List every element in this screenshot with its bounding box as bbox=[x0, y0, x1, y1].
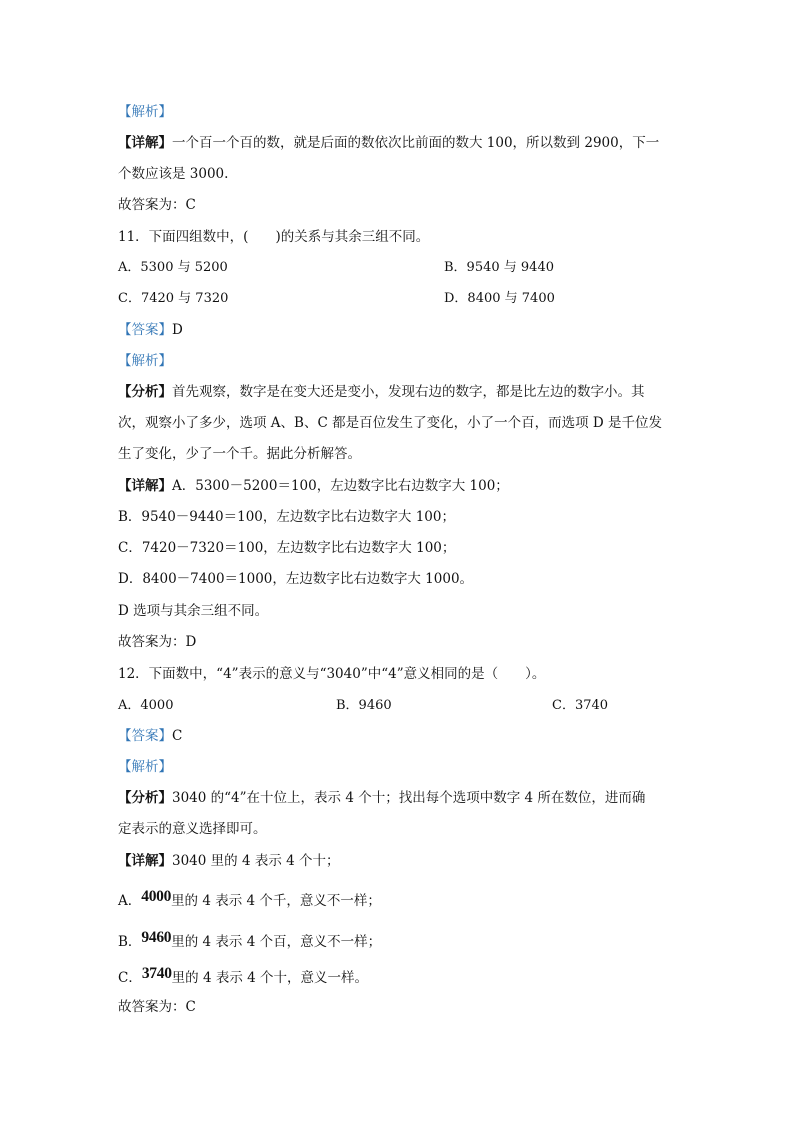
q11-analysis-line-1 bbox=[118, 383, 645, 401]
q12-item-c bbox=[118, 965, 368, 987]
q11-analysis-line-2: 次，观察小了多少，选项 A、B、C 都是百位发生了变化，小了一个百，而选项 D 是千位发 bbox=[118, 415, 662, 431]
answer-tag: 【答案】 bbox=[118, 322, 172, 338]
answer-tag: 【答案】 bbox=[118, 728, 172, 744]
q11-final-answer: 故答案为：D bbox=[118, 634, 197, 650]
analysis-tag: 【分析】 bbox=[118, 384, 172, 400]
section-label-analysis: 【解析】 bbox=[118, 104, 172, 120]
q12-detail-line-1 bbox=[118, 852, 340, 870]
item-number: 3740 bbox=[141, 965, 172, 982]
item-number: 4000 bbox=[141, 888, 172, 905]
section-label-analysis: 【解析】 bbox=[118, 759, 172, 775]
q11-answer bbox=[118, 321, 183, 339]
question-11-stem: 11．下面四组数中，( )的关系与其余三组不同。 bbox=[118, 229, 430, 245]
analysis-text: 3040 的“4”在十位上，表示 4 个十；找出每个选项中数字 4 所在数位，进而确 bbox=[172, 790, 646, 806]
item-text: 里的 4 表示 4 个百，意义不一样； bbox=[171, 934, 382, 950]
q11-option-c: C．7420 与 7320 bbox=[118, 291, 229, 306]
detail-text: 一个百一个百的数，就是后面的数依次比前面的数大 100，所以数到 2900，下一 bbox=[172, 135, 660, 151]
detail-tag: 【详解】 bbox=[118, 478, 172, 494]
answer-value: D bbox=[172, 322, 183, 338]
analysis-tag: 【分析】 bbox=[118, 790, 172, 806]
q11-option-d: D．8400 与 7400 bbox=[444, 291, 555, 306]
q12-answer bbox=[118, 727, 182, 745]
detail-tag: 【详解】 bbox=[118, 853, 172, 869]
q11-analysis-line-3: 生了变化，少了一个千。据此分析解答。 bbox=[118, 446, 361, 462]
detail-tag: 【详解】 bbox=[118, 135, 172, 151]
q12-final-answer: 故答案为：C bbox=[118, 999, 196, 1015]
item-text: 里的 4 表示 4 个十，意义一样。 bbox=[171, 970, 368, 986]
q12-option-b: B．9460 bbox=[336, 698, 392, 713]
detail-text: 3040 里的 4 表示 4 个十； bbox=[172, 853, 340, 869]
q12-item-b bbox=[118, 929, 382, 951]
q11-option-b: B．9540 与 9440 bbox=[444, 260, 554, 275]
item-number: 9460 bbox=[141, 929, 172, 946]
q12-analysis-line-2: 定表示的意义选择即可。 bbox=[118, 821, 267, 837]
item-text: 里的 4 表示 4 个千，意义不一样； bbox=[171, 893, 381, 909]
q12-option-c: C．3740 bbox=[552, 698, 609, 713]
detail-continuation: 个数应该是 3000. bbox=[118, 166, 229, 182]
q12-analysis-line-1 bbox=[118, 789, 645, 807]
question-12-stem: 12．下面数中，“4”表示的意义与“3040”中“4”意义相同的是（ ）。 bbox=[118, 666, 546, 682]
q12-option-a: A．4000 bbox=[118, 698, 174, 713]
q11-detail-line-5: D 选项与其余三组不同。 bbox=[118, 603, 269, 619]
item-prefix: B． bbox=[118, 934, 142, 950]
q11-detail-line-1 bbox=[118, 477, 509, 495]
q11-detail-line-4: D．8400－7400＝1000，左边数字比右边数字大 1000。 bbox=[118, 571, 474, 587]
item-prefix: C． bbox=[118, 970, 142, 986]
q11-option-a: A．5300 与 5200 bbox=[118, 260, 228, 275]
section-label-analysis: 【解析】 bbox=[118, 353, 172, 369]
detail-paragraph bbox=[118, 134, 659, 152]
item-prefix: A． bbox=[118, 893, 142, 909]
q11-detail-line-3: C．7420－7320＝100，左边数字比右边数字大 100； bbox=[118, 540, 456, 556]
detail-text: A．5300－5200＝100，左边数字比右边数字大 100； bbox=[172, 478, 509, 494]
q11-detail-line-2: B．9540－9440＝100，左边数字比右边数字大 100； bbox=[118, 509, 455, 525]
answer-value: C bbox=[172, 728, 183, 744]
q12-item-a bbox=[118, 888, 381, 910]
final-answer: 故答案为：C bbox=[118, 197, 196, 213]
analysis-text: 首先观察，数字是在变大还是变小，发现右边的数字，都是比左边的数字小。其 bbox=[172, 384, 645, 400]
